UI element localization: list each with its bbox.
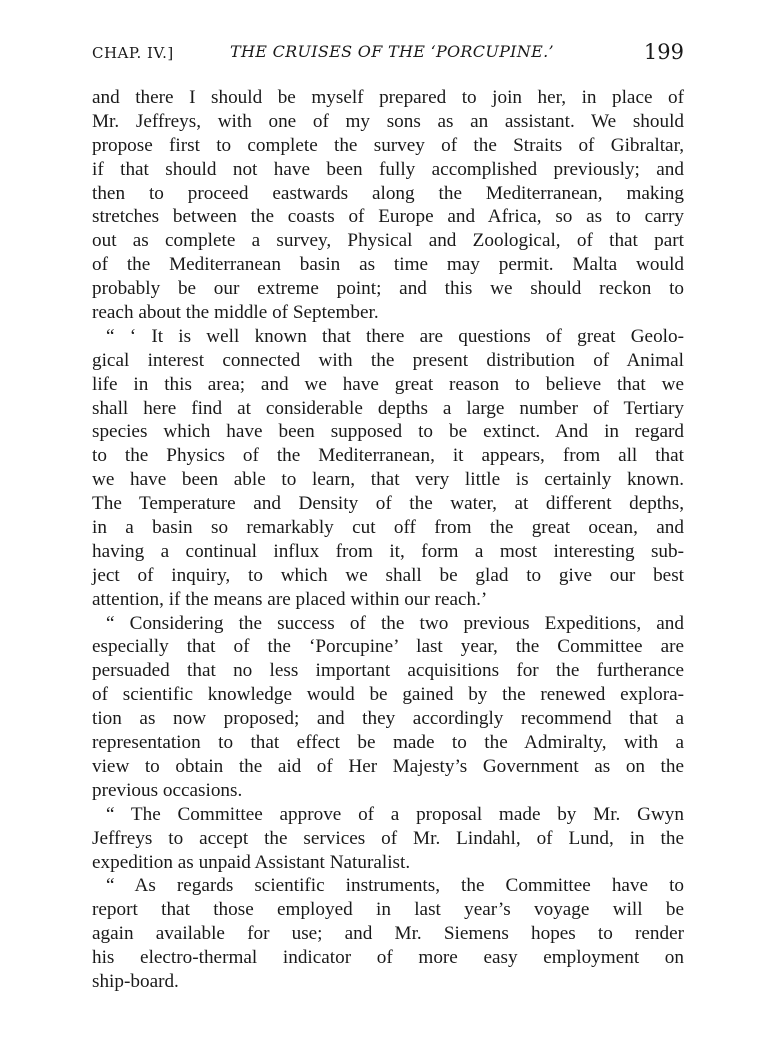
text-line: persuaded that no less important acquisitions for the furtherance [92,660,684,682]
text-line: report that those employed in last year’s voyage will be [92,899,684,921]
text-line: shall here find at considerable depths a large number of Tertiary [92,397,684,419]
text-line: in a basin so remarkably cut off from the great ocean, and [92,517,684,539]
text-line: his electro-thermal indicator of more easy employment on [92,947,684,969]
text-line: of the Mediterranean basin as time may permit. Malta would [92,254,684,276]
text-line: representation to that effect be made to the Admiralty, with a [92,732,684,754]
text-line: “ Considering the success of the two previous Expeditions, and [106,612,684,634]
text-line: ject of inquiry, to which we shall be glad to give our best [92,564,684,586]
text-line: stretches between the coasts of Europe and Africa, so as to carry [92,206,684,228]
text-line: if that should not have been fully accomplished previously; and [92,158,684,180]
running-title: THE CRUISES OF THE ‘PORCUPINE.’ [230,42,554,61]
text-line: “ As regards scientific instruments, the Committee have to [106,875,684,897]
text-line: we have been able to learn, that very little is certainly known. [92,469,684,491]
text-line: propose first to complete the survey of the Straits of Gibraltar, [92,134,684,156]
running-header [92,40,684,70]
text-line: attention, if the means are placed within our reach.’ [92,588,488,610]
text-line: gical interest connected with the present distribution of Animal [92,349,684,371]
text-line: The Temperature and Density of the water, at different depths, [92,493,684,515]
text-line: species which have been supposed to be extinct. And in regard [92,421,684,443]
text-line: Jeffreys to accept the services of Mr. Lindahl, of Lund, in the [92,827,684,849]
text-line: tion as now proposed; and they accordingly recommend that a [92,708,684,730]
text-line: life in this area; and we have great reason to believe that we [92,373,684,395]
text-line: view to obtain the aid of Her Majesty’s Government as on the [92,755,684,777]
text-line: having a continual influx from it, form a most interesting sub- [92,540,684,562]
text-line: expedition as unpaid Assistant Naturalist. [92,851,411,873]
page-body-text [92,86,684,994]
text-line: probably be our extreme point; and this we should reckon to [92,278,684,300]
text-line: of scientific knowledge would be gained by the renewed explora- [92,684,684,706]
text-line: and there I should be myself prepared to join her, in place of [92,87,684,108]
text-line: “ ‘ It is well known that there are questions of great Geolo- [106,325,684,347]
text-line: then to proceed eastwards along the Mediterranean, making [92,182,684,204]
text-line: to the Physics of the Mediterranean, it appears, from all that [92,445,684,467]
text-line: especially that of the ‘Porcupine’ last year, the Committee are [92,636,684,658]
page-number: 199 [643,40,684,64]
text-line: reach about the middle of September. [92,302,379,324]
text-line: previous occasions. [92,779,243,801]
chapter-label: CHAP. IV.] [92,44,174,62]
text-line: out as complete a survey, Physical and Zoological, of that part [92,230,684,252]
text-line: ship-board. [92,970,179,992]
text-line: again available for use; and Mr. Siemens hopes to render [92,923,684,945]
text-line: Mr. Jeffreys, with one of my sons as an assistant. We should [92,110,684,132]
text-line: “ The Committee approve of a proposal made by Mr. Gwyn [106,803,684,825]
